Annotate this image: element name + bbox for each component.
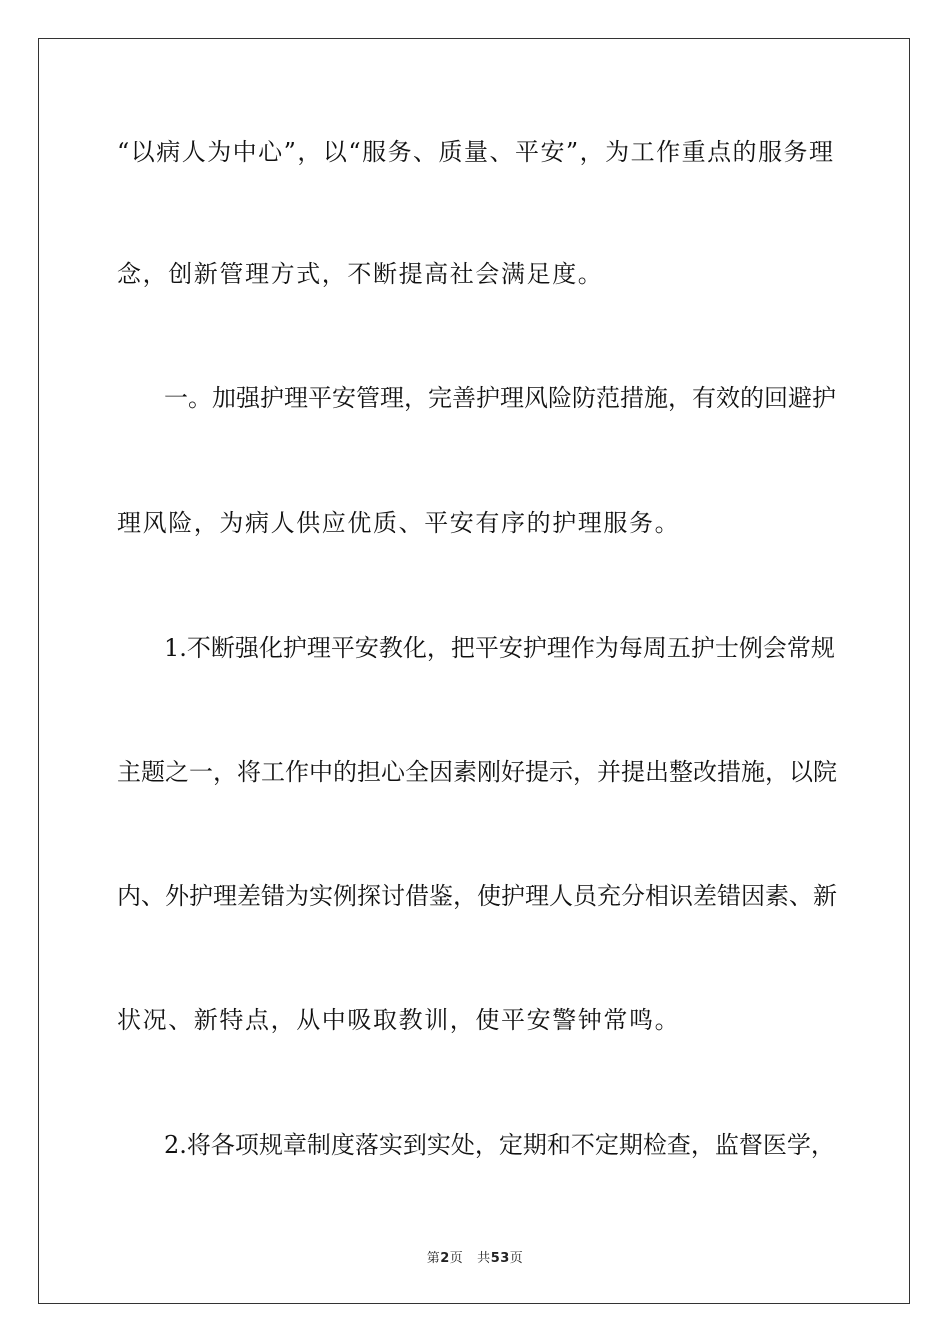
page-suffix: 页: [449, 1251, 464, 1266]
item-1-line-3: 内、外护理差错为实例探讨借鉴，使护理人员充分相识差错因素、新: [117, 882, 837, 910]
section-heading-line-1: 一。加强护理平安管理，完善护理风险防范措施，有效的回避护: [164, 384, 836, 412]
item-1-line-1: 1.不断强化护理平安教化，把平安护理作为每周五护士例会常规: [164, 634, 835, 662]
page-footer: [0, 1247, 950, 1266]
item-2-line-1: 2.将各项规章制度落实到实处，定期和不定期检查，监督医学，: [164, 1131, 835, 1159]
total-pages: 53: [490, 1251, 510, 1266]
total-suffix: 页: [509, 1251, 524, 1266]
paragraph-line-1: “以病人为中心”，以“服务、质量、平安”，为工作重点的服务理: [117, 138, 833, 166]
item-1-line-4: 状况、新特点，从中吸取教训，使平安警钟常鸣。: [117, 1006, 681, 1034]
paragraph-line-2: 念，创新管理方式，不断提高社会满足度。: [117, 260, 604, 288]
total-prefix: 共: [477, 1251, 491, 1266]
page-number: 2: [440, 1251, 450, 1266]
section-heading-line-2: 理风险，为病人供应优质、平安有序的护理服务。: [117, 509, 681, 537]
page-prefix: 第: [426, 1251, 441, 1266]
item-1-line-2: 主题之一，将工作中的担心全因素刚好提示，并提出整改措施，以院: [117, 758, 837, 786]
page-border: [38, 38, 910, 1304]
